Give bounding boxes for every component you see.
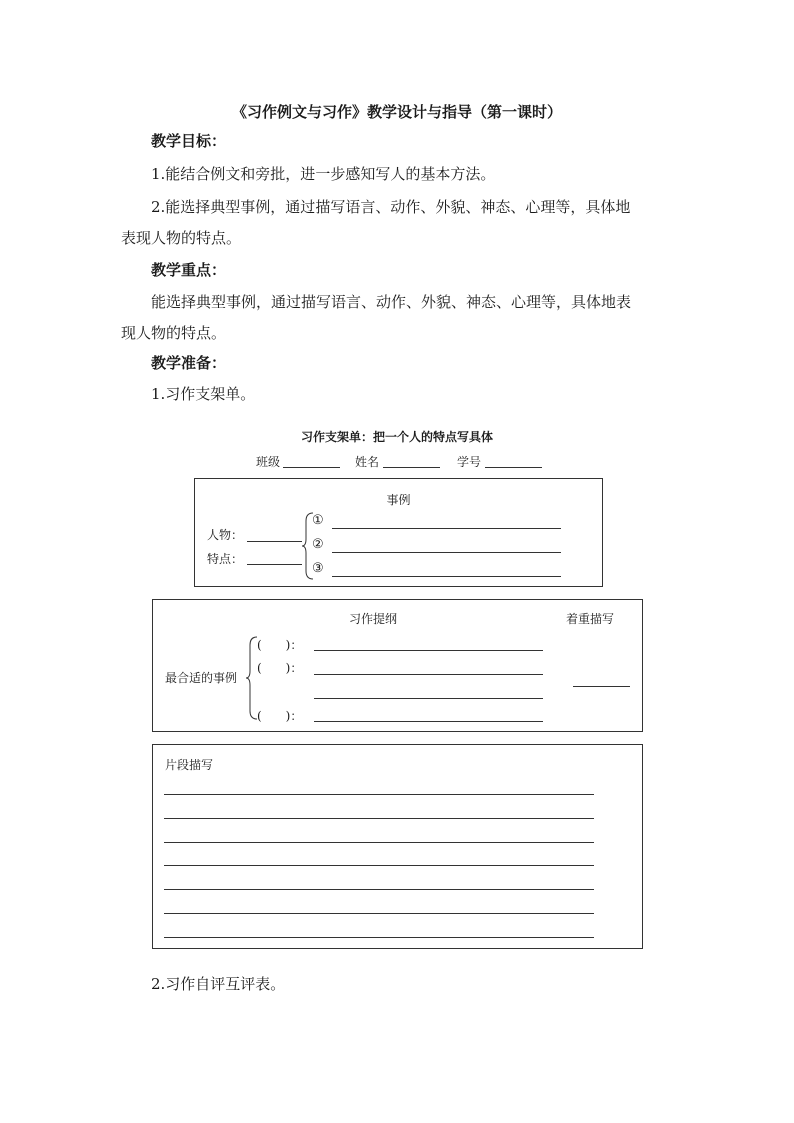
objectives-heading: 教学目标： bbox=[151, 132, 227, 150]
key-points-line-1: 能选择典型事例，通过描写语言、动作、外貌、神态、心理等，具体地表 bbox=[151, 293, 632, 311]
preparation-item-1: 1.习作支架单。 bbox=[151, 385, 256, 403]
writing-line[interactable] bbox=[164, 865, 594, 866]
writing-line[interactable] bbox=[164, 842, 594, 843]
examples-heading: 事例 bbox=[386, 493, 411, 507]
example-blank-2[interactable] bbox=[332, 552, 561, 553]
example-blank-1[interactable] bbox=[332, 528, 561, 529]
name-blank[interactable] bbox=[383, 467, 440, 468]
student-number-label: 学号 bbox=[457, 455, 482, 469]
student-number-blank[interactable] bbox=[485, 467, 542, 468]
focus-heading: 着重描写 bbox=[566, 612, 615, 626]
outline-blank-2[interactable] bbox=[314, 674, 543, 675]
fragment-heading: 片段描写 bbox=[165, 758, 214, 772]
outline-blank-1[interactable] bbox=[314, 650, 543, 651]
focus-blank[interactable] bbox=[573, 686, 630, 687]
example-marker-3: ③ bbox=[312, 561, 324, 576]
example-blank-3[interactable] bbox=[332, 576, 561, 577]
objective-1: 1.能结合例文和旁批，进一步感知写人的基本方法。 bbox=[151, 165, 496, 183]
writing-line[interactable] bbox=[164, 913, 594, 914]
key-points-line-2: 现人物的特点。 bbox=[121, 324, 227, 342]
example-marker-1: ① bbox=[312, 513, 324, 528]
outline-row-label-2: ( )： bbox=[257, 661, 303, 675]
outline-blank-3[interactable] bbox=[314, 721, 543, 722]
objective-2-line-2: 表现人物的特点。 bbox=[121, 229, 242, 247]
writing-line[interactable] bbox=[164, 889, 594, 890]
outline-blank-2b[interactable] bbox=[314, 698, 543, 699]
fragment-box bbox=[152, 744, 643, 949]
preparation-item-2: 2.习作自评互评表。 bbox=[151, 975, 286, 993]
name-label: 姓名 bbox=[355, 455, 380, 469]
preparation-heading: 教学准备： bbox=[151, 354, 227, 372]
best-example-label: 最合适的事例 bbox=[165, 671, 238, 685]
document-title: 《习作例文与习作》教学设计与指导（第一课时） bbox=[231, 103, 562, 121]
outline-heading: 习作提纲 bbox=[349, 612, 398, 626]
person-blank[interactable] bbox=[247, 541, 302, 542]
outline-row-label-3: ( )： bbox=[257, 709, 303, 723]
person-label: 人物： bbox=[207, 528, 244, 542]
trait-label: 特点： bbox=[207, 552, 244, 566]
class-label: 班级 bbox=[256, 455, 281, 469]
objective-2-line-1: 2.能选择典型事例，通过描写语言、动作、外貌、神态、心理等，具体地 bbox=[151, 198, 631, 216]
worksheet-title: 习作支架单：把一个人的特点写具体 bbox=[300, 430, 493, 444]
examples-box bbox=[194, 478, 603, 587]
key-points-heading: 教学重点： bbox=[151, 261, 227, 279]
writing-line[interactable] bbox=[164, 937, 594, 938]
writing-line[interactable] bbox=[164, 794, 594, 795]
outline-row-label-1: ( )： bbox=[257, 638, 303, 652]
trait-blank[interactable] bbox=[247, 564, 302, 565]
outline-box bbox=[152, 599, 643, 732]
example-marker-2: ② bbox=[312, 537, 324, 552]
class-blank[interactable] bbox=[283, 467, 340, 468]
writing-line[interactable] bbox=[164, 818, 594, 819]
